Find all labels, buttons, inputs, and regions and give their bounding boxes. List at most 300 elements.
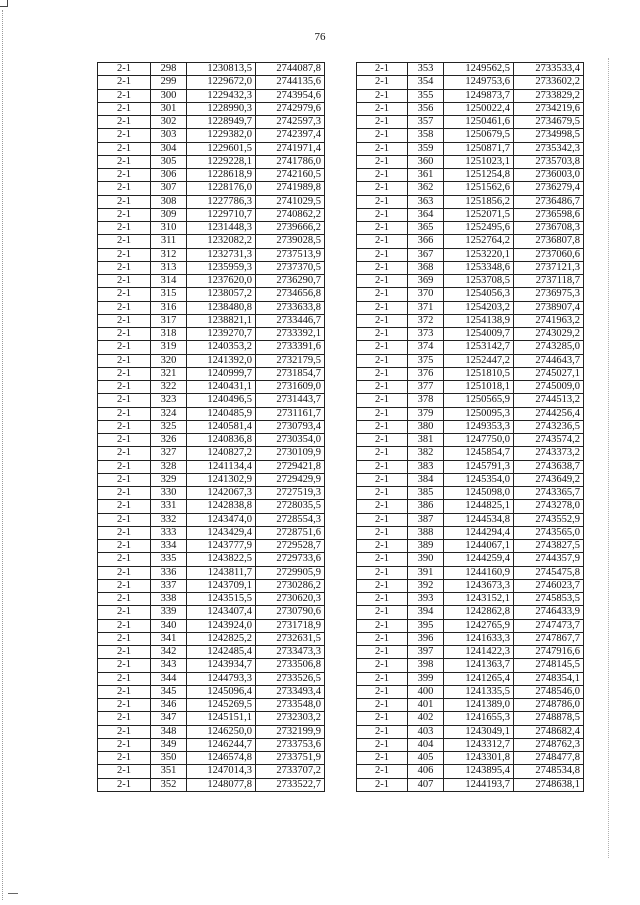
point-number-cell: 322 [151, 381, 187, 394]
y-coordinate-cell: 2729421,8 [256, 460, 325, 473]
point-number-cell: 368 [408, 261, 444, 274]
y-coordinate-cell: 2733533,4 [514, 63, 584, 76]
table-row [98, 394, 325, 407]
point-number-cell: 318 [151, 328, 187, 341]
table-row [98, 646, 325, 659]
y-coordinate-cell: 2747916,6 [514, 646, 584, 659]
y-coordinate-cell: 2748638,1 [514, 778, 584, 791]
point-number-cell: 358 [408, 129, 444, 142]
x-coordinate-cell: 1228618,9 [187, 169, 256, 182]
section-cell: 2-1 [357, 553, 408, 566]
y-coordinate-cell: 2742397,4 [256, 129, 325, 142]
x-coordinate-cell: 1238057,2 [187, 288, 256, 301]
y-coordinate-cell: 2733751,9 [256, 752, 325, 765]
x-coordinate-cell: 1242765,9 [444, 619, 514, 632]
x-coordinate-cell: 1249873,7 [444, 89, 514, 102]
point-number-cell: 369 [408, 275, 444, 288]
table-row [98, 182, 325, 195]
table-row [98, 341, 325, 354]
point-number-cell: 331 [151, 500, 187, 513]
point-number-cell: 342 [151, 646, 187, 659]
x-coordinate-cell: 1232731,3 [187, 248, 256, 261]
y-coordinate-cell: 2741786,0 [256, 155, 325, 168]
y-coordinate-cell: 2748762,3 [514, 738, 584, 751]
x-coordinate-cell: 1246574,8 [187, 752, 256, 765]
y-coordinate-cell: 2745853,5 [514, 593, 584, 606]
table-row [98, 288, 325, 301]
table-row [357, 354, 584, 367]
y-coordinate-cell: 2733522,7 [256, 778, 325, 791]
x-coordinate-cell: 1241389,0 [444, 699, 514, 712]
y-coordinate-cell: 2730620,3 [256, 593, 325, 606]
point-number-cell: 361 [408, 169, 444, 182]
y-coordinate-cell: 2747473,7 [514, 619, 584, 632]
section-cell: 2-1 [98, 712, 151, 725]
point-number-cell: 406 [408, 765, 444, 778]
table-row [98, 248, 325, 261]
y-coordinate-cell: 2743278,0 [514, 500, 584, 513]
table-row [357, 752, 584, 765]
x-coordinate-cell: 1237620,0 [187, 275, 256, 288]
point-number-cell: 321 [151, 367, 187, 380]
x-coordinate-cell: 1250565,9 [444, 394, 514, 407]
section-cell: 2-1 [98, 487, 151, 500]
x-coordinate-cell: 1243934,7 [187, 659, 256, 672]
x-coordinate-cell: 1249753,6 [444, 76, 514, 89]
right-margin-rule [608, 58, 609, 858]
x-coordinate-cell: 1243152,1 [444, 593, 514, 606]
table-row [357, 394, 584, 407]
point-number-cell: 333 [151, 526, 187, 539]
table-row [357, 526, 584, 539]
table-row [357, 725, 584, 738]
point-number-cell: 350 [151, 752, 187, 765]
section-cell: 2-1 [98, 447, 151, 460]
table-row [98, 460, 325, 473]
table-row [357, 619, 584, 632]
x-coordinate-cell: 1241655,3 [444, 712, 514, 725]
table-row [357, 341, 584, 354]
y-coordinate-cell: 2743365,7 [514, 487, 584, 500]
table-row [357, 699, 584, 712]
y-coordinate-cell: 2748878,5 [514, 712, 584, 725]
y-coordinate-cell: 2742597,3 [256, 116, 325, 129]
y-coordinate-cell: 2736807,8 [514, 235, 584, 248]
point-number-cell: 373 [408, 328, 444, 341]
point-number-cell: 393 [408, 593, 444, 606]
point-number-cell: 401 [408, 699, 444, 712]
x-coordinate-cell: 1245354,0 [444, 473, 514, 486]
x-coordinate-cell: 1243049,1 [444, 725, 514, 738]
table-row [357, 765, 584, 778]
section-cell: 2-1 [357, 699, 408, 712]
x-coordinate-cell: 1251856,2 [444, 195, 514, 208]
x-coordinate-cell: 1244259,4 [444, 553, 514, 566]
table-row [98, 619, 325, 632]
table-row [98, 89, 325, 102]
table-row [357, 195, 584, 208]
section-cell: 2-1 [98, 341, 151, 354]
section-cell: 2-1 [98, 367, 151, 380]
point-number-cell: 343 [151, 659, 187, 672]
x-coordinate-cell: 1250871,7 [444, 142, 514, 155]
point-number-cell: 378 [408, 394, 444, 407]
table-row [357, 314, 584, 327]
section-cell: 2-1 [357, 566, 408, 579]
point-number-cell: 325 [151, 420, 187, 433]
x-coordinate-cell: 1230813,5 [187, 63, 256, 76]
point-number-cell: 348 [151, 725, 187, 738]
table-row [98, 301, 325, 314]
table-row [357, 447, 584, 460]
point-number-cell: 298 [151, 63, 187, 76]
section-cell: 2-1 [357, 394, 408, 407]
section-cell: 2-1 [357, 487, 408, 500]
point-number-cell: 320 [151, 354, 187, 367]
section-cell: 2-1 [357, 275, 408, 288]
section-cell: 2-1 [357, 513, 408, 526]
section-cell: 2-1 [98, 354, 151, 367]
table-row [98, 566, 325, 579]
x-coordinate-cell: 1238821,1 [187, 314, 256, 327]
section-cell: 2-1 [357, 619, 408, 632]
x-coordinate-cell: 1250461,6 [444, 116, 514, 129]
x-coordinate-cell: 1243474,0 [187, 513, 256, 526]
x-coordinate-cell: 1251254,8 [444, 169, 514, 182]
table-row [98, 354, 325, 367]
x-coordinate-cell: 1240827,2 [187, 447, 256, 460]
table-row [357, 646, 584, 659]
y-coordinate-cell: 2743373,2 [514, 447, 584, 460]
y-coordinate-cell: 2737370,5 [256, 261, 325, 274]
point-number-cell: 309 [151, 208, 187, 221]
x-coordinate-cell: 1227786,3 [187, 195, 256, 208]
section-cell: 2-1 [357, 473, 408, 486]
section-cell: 2-1 [357, 116, 408, 129]
point-number-cell: 391 [408, 566, 444, 579]
section-cell: 2-1 [98, 526, 151, 539]
table-row [357, 407, 584, 420]
y-coordinate-cell: 2744643,7 [514, 354, 584, 367]
table-row [98, 738, 325, 751]
point-number-cell: 390 [408, 553, 444, 566]
x-coordinate-cell: 1241302,9 [187, 473, 256, 486]
table-row [98, 699, 325, 712]
x-coordinate-cell: 1247014,3 [187, 765, 256, 778]
point-number-cell: 353 [408, 63, 444, 76]
section-cell: 2-1 [357, 288, 408, 301]
table-row [357, 672, 584, 685]
section-cell: 2-1 [98, 235, 151, 248]
section-cell: 2-1 [357, 76, 408, 89]
section-cell: 2-1 [98, 275, 151, 288]
section-cell: 2-1 [98, 301, 151, 314]
section-cell: 2-1 [98, 778, 151, 791]
x-coordinate-cell: 1242485,4 [187, 646, 256, 659]
x-coordinate-cell: 1239270,7 [187, 328, 256, 341]
point-number-cell: 345 [151, 685, 187, 698]
y-coordinate-cell: 2743638,7 [514, 460, 584, 473]
table-row [357, 301, 584, 314]
section-cell: 2-1 [357, 314, 408, 327]
section-cell: 2-1 [357, 354, 408, 367]
point-number-cell: 313 [151, 261, 187, 274]
section-cell: 2-1 [357, 672, 408, 685]
x-coordinate-cell: 1245098,0 [444, 487, 514, 500]
x-coordinate-cell: 1228176,0 [187, 182, 256, 195]
x-coordinate-cell: 1243515,5 [187, 593, 256, 606]
table-row [98, 208, 325, 221]
x-coordinate-cell: 1244067,1 [444, 540, 514, 553]
section-cell: 2-1 [357, 593, 408, 606]
point-number-cell: 310 [151, 222, 187, 235]
section-cell: 2-1 [357, 447, 408, 460]
x-coordinate-cell: 1244793,3 [187, 672, 256, 685]
section-cell: 2-1 [98, 63, 151, 76]
table-row [98, 593, 325, 606]
y-coordinate-cell: 2732631,5 [256, 632, 325, 645]
section-cell: 2-1 [357, 248, 408, 261]
section-cell: 2-1 [357, 460, 408, 473]
section-cell: 2-1 [357, 407, 408, 420]
x-coordinate-cell: 1240836,8 [187, 434, 256, 447]
y-coordinate-cell: 2732179,5 [256, 354, 325, 367]
section-cell: 2-1 [357, 500, 408, 513]
table-row [98, 116, 325, 129]
y-coordinate-cell: 2741029,5 [256, 195, 325, 208]
x-coordinate-cell: 1244193,7 [444, 778, 514, 791]
section-cell: 2-1 [98, 102, 151, 115]
y-coordinate-cell: 2729429,9 [256, 473, 325, 486]
point-number-cell: 364 [408, 208, 444, 221]
section-cell: 2-1 [98, 752, 151, 765]
x-coordinate-cell: 1243777,9 [187, 540, 256, 553]
point-number-cell: 395 [408, 619, 444, 632]
x-coordinate-cell: 1243822,5 [187, 553, 256, 566]
point-number-cell: 365 [408, 222, 444, 235]
table-row [357, 235, 584, 248]
section-cell: 2-1 [98, 513, 151, 526]
x-coordinate-cell: 1229382,0 [187, 129, 256, 142]
point-number-cell: 351 [151, 765, 187, 778]
section-cell: 2-1 [357, 725, 408, 738]
point-number-cell: 346 [151, 699, 187, 712]
table-row [98, 579, 325, 592]
section-cell: 2-1 [98, 314, 151, 327]
table-row [357, 778, 584, 791]
section-cell: 2-1 [357, 752, 408, 765]
point-number-cell: 407 [408, 778, 444, 791]
table-row [357, 579, 584, 592]
section-cell: 2-1 [98, 328, 151, 341]
y-coordinate-cell: 2732199,9 [256, 725, 325, 738]
table-row [98, 102, 325, 115]
x-coordinate-cell: 1247750,0 [444, 434, 514, 447]
x-coordinate-cell: 1253142,7 [444, 341, 514, 354]
coordinates-table-left [97, 62, 325, 792]
section-cell: 2-1 [98, 460, 151, 473]
x-coordinate-cell: 1246244,7 [187, 738, 256, 751]
point-number-cell: 362 [408, 182, 444, 195]
section-cell: 2-1 [98, 222, 151, 235]
point-number-cell: 349 [151, 738, 187, 751]
y-coordinate-cell: 2733707,2 [256, 765, 325, 778]
point-number-cell: 323 [151, 394, 187, 407]
y-coordinate-cell: 2744357,9 [514, 553, 584, 566]
section-cell: 2-1 [357, 738, 408, 751]
y-coordinate-cell: 2733548,0 [256, 699, 325, 712]
y-coordinate-cell: 2731443,7 [256, 394, 325, 407]
section-cell: 2-1 [98, 288, 151, 301]
y-coordinate-cell: 2730790,6 [256, 606, 325, 619]
table-row [98, 155, 325, 168]
x-coordinate-cell: 1240999,7 [187, 367, 256, 380]
section-cell: 2-1 [357, 420, 408, 433]
table-row [98, 540, 325, 553]
section-cell: 2-1 [357, 659, 408, 672]
table-row [357, 155, 584, 168]
point-number-cell: 302 [151, 116, 187, 129]
table-row [357, 487, 584, 500]
table-row [98, 659, 325, 672]
point-number-cell: 371 [408, 301, 444, 314]
x-coordinate-cell: 1240485,9 [187, 407, 256, 420]
y-coordinate-cell: 2743565,0 [514, 526, 584, 539]
table-row [98, 725, 325, 738]
table-row [357, 381, 584, 394]
table-row [98, 328, 325, 341]
table-row [357, 288, 584, 301]
x-coordinate-cell: 1240431,1 [187, 381, 256, 394]
section-cell: 2-1 [98, 672, 151, 685]
point-number-cell: 382 [408, 447, 444, 460]
section-cell: 2-1 [98, 129, 151, 142]
y-coordinate-cell: 2731609,0 [256, 381, 325, 394]
table-row [98, 381, 325, 394]
point-number-cell: 402 [408, 712, 444, 725]
section-cell: 2-1 [357, 155, 408, 168]
y-coordinate-cell: 2737513,9 [256, 248, 325, 261]
x-coordinate-cell: 1232082,2 [187, 235, 256, 248]
x-coordinate-cell: 1252764,2 [444, 235, 514, 248]
coordinates-table-right [356, 62, 584, 792]
section-cell: 2-1 [98, 142, 151, 155]
x-coordinate-cell: 1252447,2 [444, 354, 514, 367]
point-number-cell: 381 [408, 434, 444, 447]
table-row [357, 500, 584, 513]
table-row [98, 261, 325, 274]
point-number-cell: 352 [151, 778, 187, 791]
table-row [357, 460, 584, 473]
table-row [98, 407, 325, 420]
section-cell: 2-1 [357, 169, 408, 182]
y-coordinate-cell: 2743649,2 [514, 473, 584, 486]
point-number-cell: 314 [151, 275, 187, 288]
table-row [98, 778, 325, 791]
y-coordinate-cell: 2733506,8 [256, 659, 325, 672]
section-cell: 2-1 [98, 699, 151, 712]
table-row [357, 367, 584, 380]
section-cell: 2-1 [98, 394, 151, 407]
y-coordinate-cell: 2736975,3 [514, 288, 584, 301]
y-coordinate-cell: 2748534,8 [514, 765, 584, 778]
point-number-cell: 338 [151, 593, 187, 606]
point-number-cell: 327 [151, 447, 187, 460]
y-coordinate-cell: 2729733,6 [256, 553, 325, 566]
table-row [98, 314, 325, 327]
page-number: 76 [314, 31, 326, 43]
point-number-cell: 388 [408, 526, 444, 539]
section-cell: 2-1 [98, 261, 151, 274]
point-number-cell: 344 [151, 672, 187, 685]
section-cell: 2-1 [98, 116, 151, 129]
x-coordinate-cell: 1254009,7 [444, 328, 514, 341]
table-row [98, 63, 325, 76]
y-coordinate-cell: 2730793,4 [256, 420, 325, 433]
y-coordinate-cell: 2737118,7 [514, 275, 584, 288]
table-row [98, 142, 325, 155]
point-number-cell: 324 [151, 407, 187, 420]
x-coordinate-cell: 1241422,3 [444, 646, 514, 659]
section-cell: 2-1 [357, 63, 408, 76]
section-cell: 2-1 [98, 646, 151, 659]
point-number-cell: 385 [408, 487, 444, 500]
section-cell: 2-1 [98, 155, 151, 168]
point-number-cell: 386 [408, 500, 444, 513]
table-row [357, 116, 584, 129]
point-number-cell: 375 [408, 354, 444, 367]
y-coordinate-cell: 2744087,8 [256, 63, 325, 76]
table-row [98, 473, 325, 486]
x-coordinate-cell: 1241335,5 [444, 685, 514, 698]
point-number-cell: 340 [151, 619, 187, 632]
table-row [357, 513, 584, 526]
y-coordinate-cell: 2736598,6 [514, 208, 584, 221]
point-number-cell: 389 [408, 540, 444, 553]
point-number-cell: 360 [408, 155, 444, 168]
x-coordinate-cell: 1229601,5 [187, 142, 256, 155]
point-number-cell: 403 [408, 725, 444, 738]
section-cell: 2-1 [357, 222, 408, 235]
y-coordinate-cell: 2736290,7 [256, 275, 325, 288]
y-coordinate-cell: 2744513,2 [514, 394, 584, 407]
section-cell: 2-1 [357, 89, 408, 102]
x-coordinate-cell: 1242838,8 [187, 500, 256, 513]
y-coordinate-cell: 2732303,2 [256, 712, 325, 725]
point-number-cell: 315 [151, 288, 187, 301]
point-number-cell: 356 [408, 102, 444, 115]
x-coordinate-cell: 1240581,4 [187, 420, 256, 433]
point-number-cell: 341 [151, 632, 187, 645]
table-row [357, 169, 584, 182]
y-coordinate-cell: 2733473,3 [256, 646, 325, 659]
x-coordinate-cell: 1250095,3 [444, 407, 514, 420]
y-coordinate-cell: 2743285,0 [514, 341, 584, 354]
section-cell: 2-1 [357, 208, 408, 221]
point-number-cell: 355 [408, 89, 444, 102]
x-coordinate-cell: 1228990,3 [187, 102, 256, 115]
x-coordinate-cell: 1229672,0 [187, 76, 256, 89]
y-coordinate-cell: 2746023,7 [514, 579, 584, 592]
x-coordinate-cell: 1254203,2 [444, 301, 514, 314]
x-coordinate-cell: 1253708,5 [444, 275, 514, 288]
section-cell: 2-1 [98, 434, 151, 447]
y-coordinate-cell: 2734656,8 [256, 288, 325, 301]
x-coordinate-cell: 1245151,1 [187, 712, 256, 725]
section-cell: 2-1 [357, 381, 408, 394]
point-number-cell: 299 [151, 76, 187, 89]
x-coordinate-cell: 1243924,0 [187, 619, 256, 632]
